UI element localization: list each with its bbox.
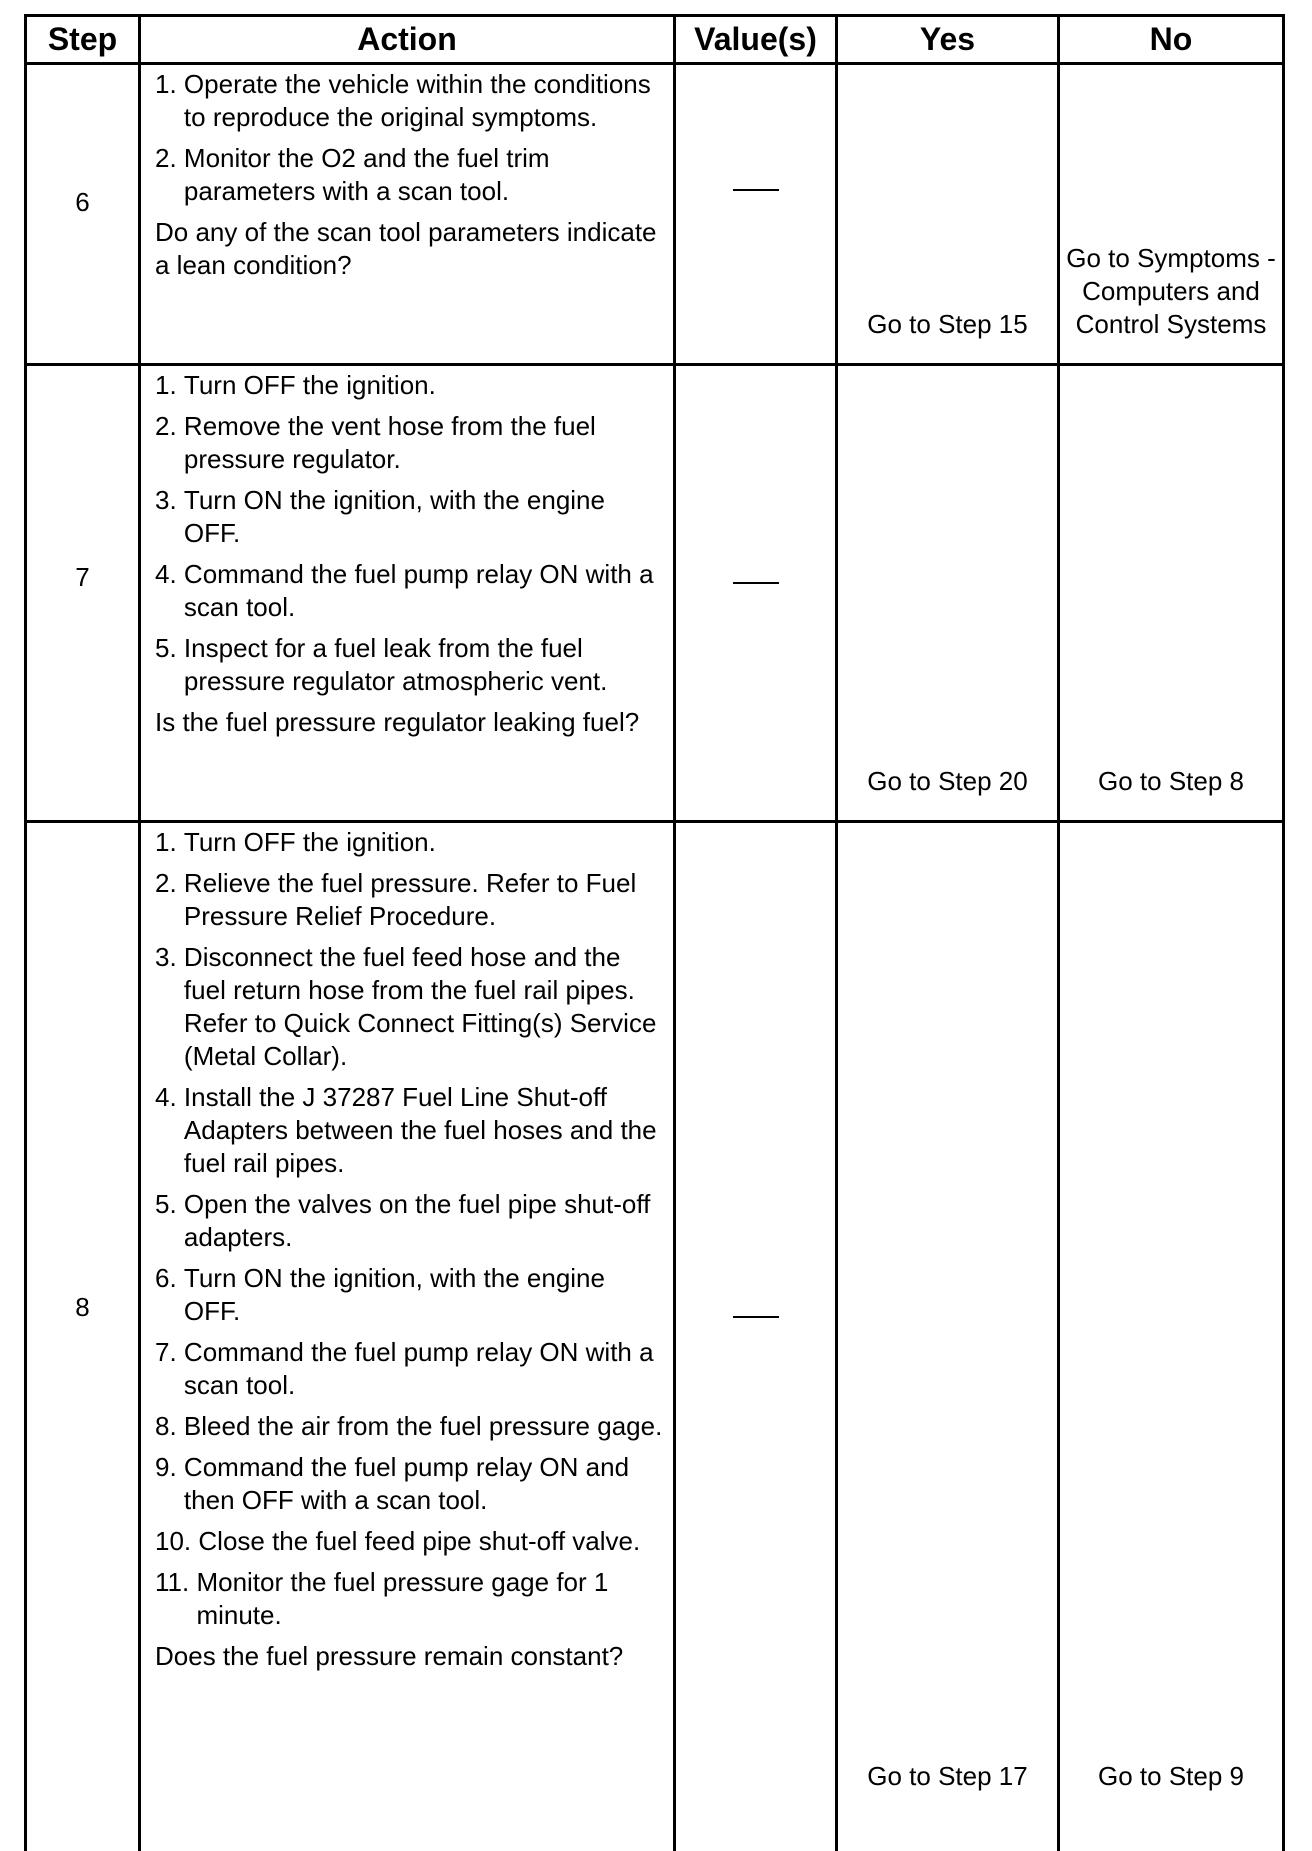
table-row-step-7	[26, 365, 1284, 822]
action-item-number: 8.	[155, 1410, 177, 1443]
action-item-number: 1.	[155, 826, 177, 859]
action-item-number: 5.	[155, 1188, 177, 1254]
action-item-number: 2.	[155, 142, 177, 208]
header-step: Step	[26, 16, 140, 64]
value-dash	[733, 582, 779, 584]
action-item-text: Remove the vent hose from the fuel pressure regulator.	[184, 410, 663, 476]
value-dash	[733, 1316, 779, 1318]
step-cell	[26, 365, 140, 822]
action-item	[155, 826, 663, 859]
action-item-number: 1.	[155, 369, 177, 402]
action-item-text: Command the fuel pump relay ON with a scan tool.	[184, 1336, 663, 1402]
action-item-text: Bleed the air from the fuel pressure gage.	[184, 1410, 663, 1443]
header-no: No	[1059, 16, 1284, 64]
no-cell: Go to Step 8	[1059, 365, 1284, 822]
table-row-step-6	[26, 64, 1284, 365]
action-item	[155, 142, 663, 208]
action-item	[155, 369, 663, 402]
action-question: Does the fuel pressure remain constant?	[155, 1640, 663, 1673]
action-item-text: Operate the vehicle within the conditions to reproduce the original symptoms.	[184, 68, 663, 134]
table-row-step-8	[26, 822, 1284, 1851]
action-item-text: Close the fuel feed pipe shut-off valve.	[198, 1525, 663, 1558]
action-question: Do any of the scan tool parameters indicate a lean condition?	[155, 216, 663, 282]
yes-cell: Go to Step 20	[837, 365, 1059, 822]
action-item-text: Open the valves on the fuel pipe shut-off adapters.	[184, 1188, 663, 1254]
action-item-number: 2.	[155, 410, 177, 476]
action-item-text: Relieve the fuel pressure. Refer to Fuel Pressure Relief Procedure.	[184, 867, 663, 933]
action-item	[155, 68, 663, 134]
no-cell	[1059, 64, 1284, 365]
action-item	[155, 1081, 663, 1180]
value-cell	[675, 64, 837, 365]
step-number: 6	[27, 186, 138, 219]
action-item	[155, 867, 663, 933]
action-item-number: 3.	[155, 941, 177, 1073]
action-item-text: Turn OFF the ignition.	[184, 826, 663, 859]
action-item-text: Command the fuel pump relay ON with a scan tool.	[184, 558, 663, 624]
action-item	[155, 1525, 663, 1558]
action-item-number: 11.	[155, 1566, 189, 1632]
action-cell	[140, 822, 675, 1851]
header-yes: Yes	[837, 16, 1059, 64]
action-item-number: 1.	[155, 68, 177, 134]
value-cell	[675, 365, 837, 822]
value-cell	[675, 822, 837, 1851]
action-item	[155, 1188, 663, 1254]
action-item-text: Monitor the fuel pressure gage for 1 minute.	[196, 1566, 663, 1632]
diagnostic-table-page	[24, 14, 1282, 1770]
action-item	[155, 410, 663, 476]
action-cell	[140, 64, 675, 365]
yes-cell: Go to Step 17	[837, 822, 1059, 1851]
step-number: 7	[27, 561, 138, 594]
value-dash	[733, 189, 779, 191]
action-item-number: 9.	[155, 1451, 177, 1517]
action-item-number: 10.	[155, 1525, 191, 1558]
no-cell: Go to Step 9	[1059, 822, 1284, 1851]
action-item-text: Inspect for a fuel leak from the fuel pressure regulator atmospheric vent.	[184, 632, 663, 698]
action-item-number: 4.	[155, 558, 177, 624]
action-item-text: Turn OFF the ignition.	[184, 369, 663, 402]
action-item-number: 6.	[155, 1262, 177, 1328]
action-item	[155, 941, 663, 1073]
action-item-text: Turn ON the ignition, with the engine OFF.	[184, 1262, 663, 1328]
header-action: Action	[140, 16, 675, 64]
header-values: Value(s)	[675, 16, 837, 64]
action-item-text: Command the fuel pump relay ON and then OFF with a scan tool.	[184, 1451, 663, 1517]
action-item-number: 5.	[155, 632, 177, 698]
action-item	[155, 1262, 663, 1328]
action-item-number: 2.	[155, 867, 177, 933]
action-cell	[140, 365, 675, 822]
header-row	[26, 16, 1284, 64]
action-item	[155, 1336, 663, 1402]
action-item	[155, 484, 663, 550]
action-item-text: Disconnect the fuel feed hose and the fuel return hose from the fuel rail pipes. Refer to Quick Connect Fitting(s) Service (Metal Collar).	[184, 941, 663, 1073]
step-cell	[26, 822, 140, 1851]
no-text: Go to Symptoms - Computers and Control Systems	[1060, 242, 1282, 341]
step-cell	[26, 64, 140, 365]
yes-cell: Go to Step 15	[837, 64, 1059, 365]
action-item-number: 4.	[155, 1081, 177, 1180]
action-item-text: Monitor the O2 and the fuel trim parameters with a scan tool.	[184, 142, 663, 208]
action-item	[155, 1451, 663, 1517]
step-number: 8	[27, 1291, 138, 1324]
action-item-number: 7.	[155, 1336, 177, 1402]
action-item	[155, 1410, 663, 1443]
action-item	[155, 1566, 663, 1632]
action-item-number: 3.	[155, 484, 177, 550]
action-item	[155, 632, 663, 698]
action-item-text: Install the J 37287 Fuel Line Shut-off Adapters between the fuel hoses and the fuel rail pipes.	[184, 1081, 663, 1180]
diagnostic-table	[24, 14, 1285, 1851]
action-item-text: Turn ON the ignition, with the engine OFF.	[184, 484, 663, 550]
action-item	[155, 558, 663, 624]
action-question: Is the fuel pressure regulator leaking fuel?	[155, 706, 663, 739]
